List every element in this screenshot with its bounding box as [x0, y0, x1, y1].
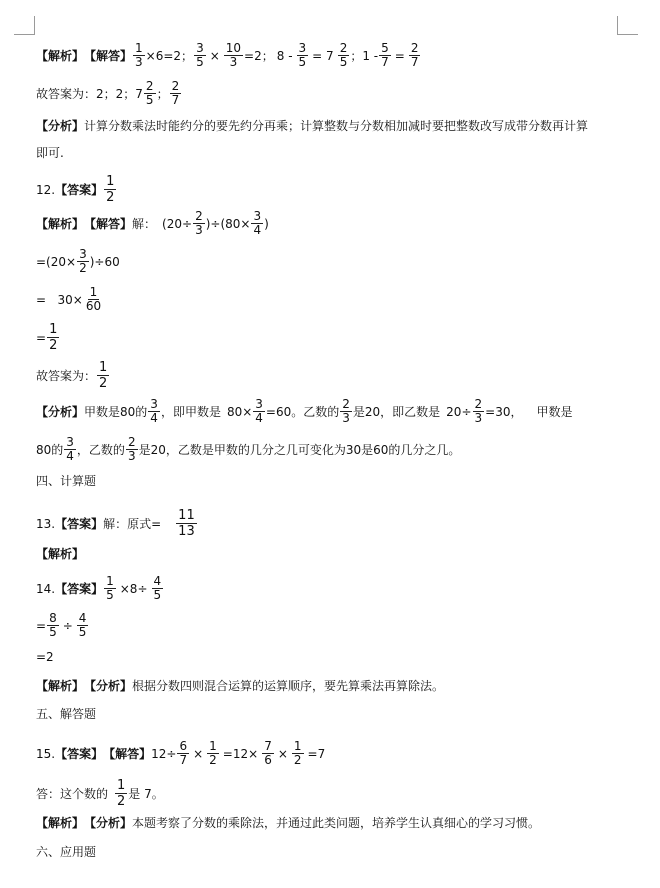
text: =30， — [485, 405, 523, 419]
fraction: $\frac{1}{2}$ — [99, 360, 108, 391]
jiexi-label: 【解析】 — [36, 547, 85, 561]
q12-step3 — [36, 286, 636, 313]
q14-step2 — [36, 650, 636, 664]
q12-final — [36, 360, 636, 391]
text: 80× — [226, 404, 253, 419]
text: 20÷ — [446, 404, 472, 419]
daan-label: 【答案】 — [55, 183, 104, 197]
guda-label: 故答案为： — [36, 369, 97, 383]
text: ； — [156, 87, 169, 101]
question-number: 13. — [36, 516, 56, 531]
text: 80的 — [36, 443, 64, 457]
text: = — [36, 618, 47, 633]
text: 12÷ — [151, 746, 177, 761]
jie-label: 解： — [132, 217, 157, 231]
text: 甲数是80的 — [84, 405, 148, 419]
fraction: $\frac{2}{7}$ — [410, 41, 419, 69]
text: = 7 — [312, 48, 334, 63]
fraction: $\frac{2}{3}$ — [342, 397, 350, 425]
question-number: 15. — [36, 746, 56, 761]
fraction: $\frac{8}{5}$ — [49, 611, 57, 639]
q12-analysis — [36, 398, 636, 425]
text: 2；2；7 — [96, 87, 143, 101]
line-11-solution — [36, 42, 636, 69]
section-title: 五、解答题 — [36, 707, 97, 721]
page-corner-mark-top-left — [14, 16, 35, 35]
text: 解：原式= — [103, 517, 162, 531]
q12-step4 — [36, 322, 636, 353]
analysis-text: 计算分数乘法时能约分的要先约分再乘；计算整数与分数相加减时要把整数改写成带分数再计算 — [84, 119, 589, 133]
fraction: $\frac{6}{7}$ — [179, 739, 188, 767]
fraction: $\frac{3}{2}$ — [79, 247, 87, 275]
fenxi-label: 【分析】 — [36, 119, 85, 133]
q14-analysis — [36, 677, 636, 694]
fenxi-label: 【分析】 — [36, 405, 85, 419]
jieda-label: 【解答】 — [84, 217, 133, 231]
q12-analysis-cont — [36, 436, 636, 463]
text: =(20× — [36, 254, 77, 269]
section-heading-6 — [36, 843, 636, 860]
daan-label: 【答案】 — [55, 747, 104, 761]
fraction: $\frac{2}{3}$ — [474, 397, 483, 425]
fraction: $\frac{1}{3}$ — [135, 41, 143, 69]
section-heading-4 — [36, 472, 636, 489]
fraction: $\frac{3}{4}$ — [150, 397, 158, 425]
fraction: $\frac{3}{4}$ — [253, 209, 262, 237]
jieda-label: 【解答】 — [84, 49, 133, 63]
q14-step1 — [36, 612, 636, 639]
text: =2 — [36, 650, 54, 664]
fraction: $\frac{1}{5}$ — [106, 574, 114, 602]
q12-step2 — [36, 248, 636, 275]
guda-label: 故答案为： — [36, 87, 97, 101]
q12-step1 — [36, 210, 636, 237]
section-title: 六、应用题 — [36, 845, 97, 859]
daan-label: 【答案】 — [55, 517, 104, 531]
fraction: $\frac{10}{3}$ — [225, 41, 242, 69]
text: )÷60 — [89, 254, 120, 269]
section-heading-5 — [36, 705, 636, 722]
text: =12× — [222, 746, 259, 761]
text: ×8÷ — [119, 581, 148, 596]
text: 是20，即乙数是 — [352, 405, 441, 419]
text: = 30× — [36, 292, 83, 307]
q13-answer — [36, 508, 636, 539]
fenxi-label: 【分析】 — [84, 816, 133, 830]
fraction: $\frac{3}{4}$ — [66, 435, 74, 463]
fraction: $\frac{1}{60}$ — [85, 285, 102, 313]
text: =60。乙数的 — [265, 405, 340, 419]
text: ，乙数的 — [76, 443, 125, 457]
q15-conclusion — [36, 778, 636, 809]
q15-analysis — [36, 814, 636, 831]
fraction: $\frac{5}{7}$ — [381, 41, 389, 69]
fraction: $\frac{3}{4}$ — [255, 397, 263, 425]
text: 根据分数四则混合运算的运算顺序，要先算乘法再算除法。 — [132, 679, 445, 693]
fraction: $\frac{1}{2}$ — [49, 322, 58, 353]
fraction: $\frac{2}{7}$ — [171, 79, 180, 107]
text: = — [394, 48, 405, 63]
fraction: $\frac{11}{13}$ — [178, 508, 195, 539]
text: × — [193, 746, 204, 761]
text: ×6=2； — [145, 49, 194, 63]
text: 是20，乙数是甲数的几分之几可变化为30是60的几分之几。 — [138, 443, 461, 457]
text: )÷(80× — [205, 216, 251, 231]
text: 答：这个数的 — [36, 787, 109, 801]
fraction: $\frac{2}{5}$ — [339, 41, 348, 69]
line-11-analysis — [36, 117, 636, 134]
fraction: $\frac{2}{5}$ — [145, 79, 154, 107]
text: =2； — [244, 49, 274, 63]
jiexi-label: 【解析】 — [36, 49, 85, 63]
text: × — [209, 48, 220, 63]
fraction: $\frac{4}{5}$ — [153, 574, 162, 602]
jiexi-label: 【解析】 — [36, 217, 85, 231]
fraction: $\frac{1}{2}$ — [293, 739, 302, 767]
fraction: $\frac{1}{2}$ — [106, 174, 115, 205]
question-number: 12. — [36, 182, 56, 197]
fraction: $\frac{1}{2}$ — [209, 739, 217, 767]
q12-answer — [36, 174, 636, 205]
jiexi-label: 【解析】 — [36, 816, 85, 830]
q14-answer — [36, 575, 636, 602]
page-corner-mark-top-right — [617, 16, 638, 35]
text: ÷ — [62, 618, 73, 633]
text: ，即甲数是 — [160, 405, 221, 419]
text: 是 7。 — [128, 787, 164, 801]
q15-answer — [36, 740, 636, 767]
fraction: $\frac{2}{3}$ — [127, 435, 136, 463]
text: ) — [264, 216, 269, 231]
fraction: $\frac{3}{5}$ — [196, 41, 204, 69]
line-11-answer — [36, 80, 636, 107]
text: 本题考察了分数的乘除法，并通过此类问题，培养学生认真细心的学习习惯。 — [132, 816, 541, 830]
fraction: $\frac{3}{5}$ — [298, 41, 307, 69]
fraction: $\frac{1}{2}$ — [117, 778, 126, 809]
text: 甲数是 — [536, 405, 573, 419]
q13-jiexi — [36, 545, 636, 562]
text: (20÷ — [162, 216, 193, 231]
text: = — [36, 330, 47, 345]
fenxi-label: 【分析】 — [84, 679, 133, 693]
text: =7 — [307, 746, 326, 761]
fraction: $\frac{7}{6}$ — [264, 739, 272, 767]
text: ；1 - — [350, 49, 379, 63]
fraction: $\frac{4}{5}$ — [78, 611, 87, 639]
text: × — [277, 746, 288, 761]
question-number: 14. — [36, 581, 56, 596]
jieda-label: 【解答】 — [103, 747, 152, 761]
fraction: $\frac{2}{3}$ — [195, 209, 203, 237]
jiexi-label: 【解析】 — [36, 679, 85, 693]
line-11-analysis-cont — [36, 144, 636, 161]
daan-label: 【答案】 — [55, 582, 104, 596]
analysis-text: 即可. — [36, 146, 64, 160]
section-title: 四、计算题 — [36, 474, 97, 488]
text: 8 - — [276, 48, 293, 63]
